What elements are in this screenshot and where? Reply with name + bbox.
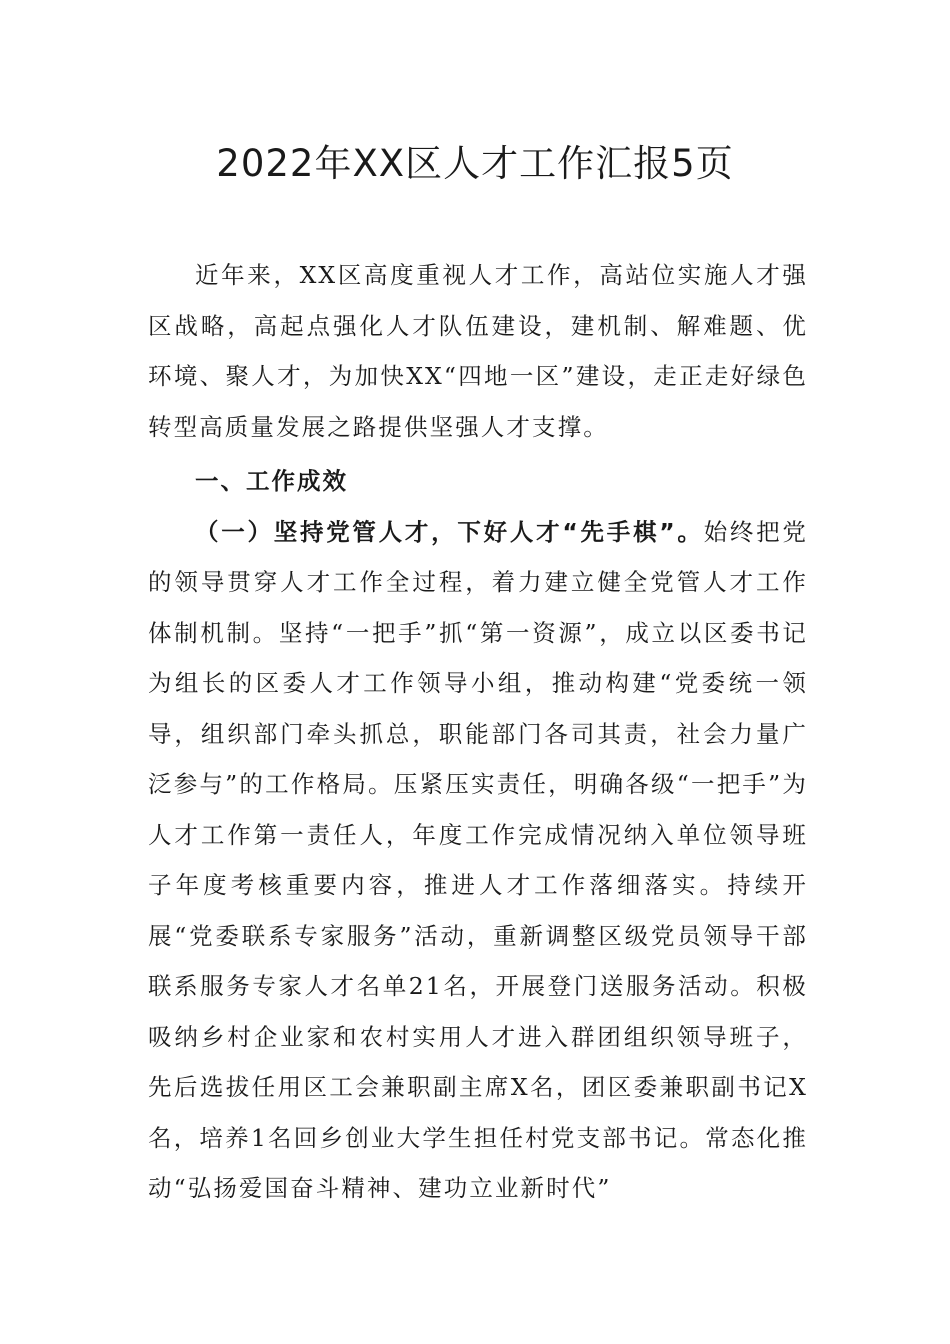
subsection-body: 始终把党的领导贯穿人才工作全过程，着力建立健全党管人才工作体制机制。坚持“一把手”抓“第一资源”，成立以区委书记为组长的区委人才工作领导小组，推动构建“党委统一领导，组织部门牵头抓总，职能部门各司其责，社会力量广泛参与”的工作格局。压紧压实责任，明确各级“一把手”为人才工作第一责任人，年度工作完成情况纳入单位领导班子年度考核重要内容，推进人才工作落细落实。持续开展“党委联系专家服务”活动，重新调整区级党员领导干部联系服务专家人才名单21名，开展登门送服务活动。积极吸纳乡村企业家和农村实用人才进入群团组织领导班子，先后选拔任用区工会兼职副主席X名，团区委兼职副书记X名，培养1名回乡创业大学生担任村党支部书记。常态化推动“弘扬爱国奋斗精神、建功立业新时代” bbox=[148, 517, 809, 1202]
subsection-heading: （一）坚持党管人才，下好人才“先手棋”。 bbox=[195, 517, 704, 546]
document-body bbox=[148, 250, 808, 1214]
document-title: 2022年XX区人才工作汇报5页 bbox=[216, 142, 734, 185]
intro-paragraph: 近年来，XX区高度重视人才工作，高站位实施人才强区战略，高起点强化人才队伍建设，建机制、解难题、优环境、聚人才，为加快XX“四地一区”建设，走正走好绿色转型高质量发展之路提供坚强人才支撑。 bbox=[148, 261, 808, 441]
section-paragraph bbox=[148, 507, 808, 1214]
section-heading: 一、工作成效 bbox=[195, 467, 348, 495]
